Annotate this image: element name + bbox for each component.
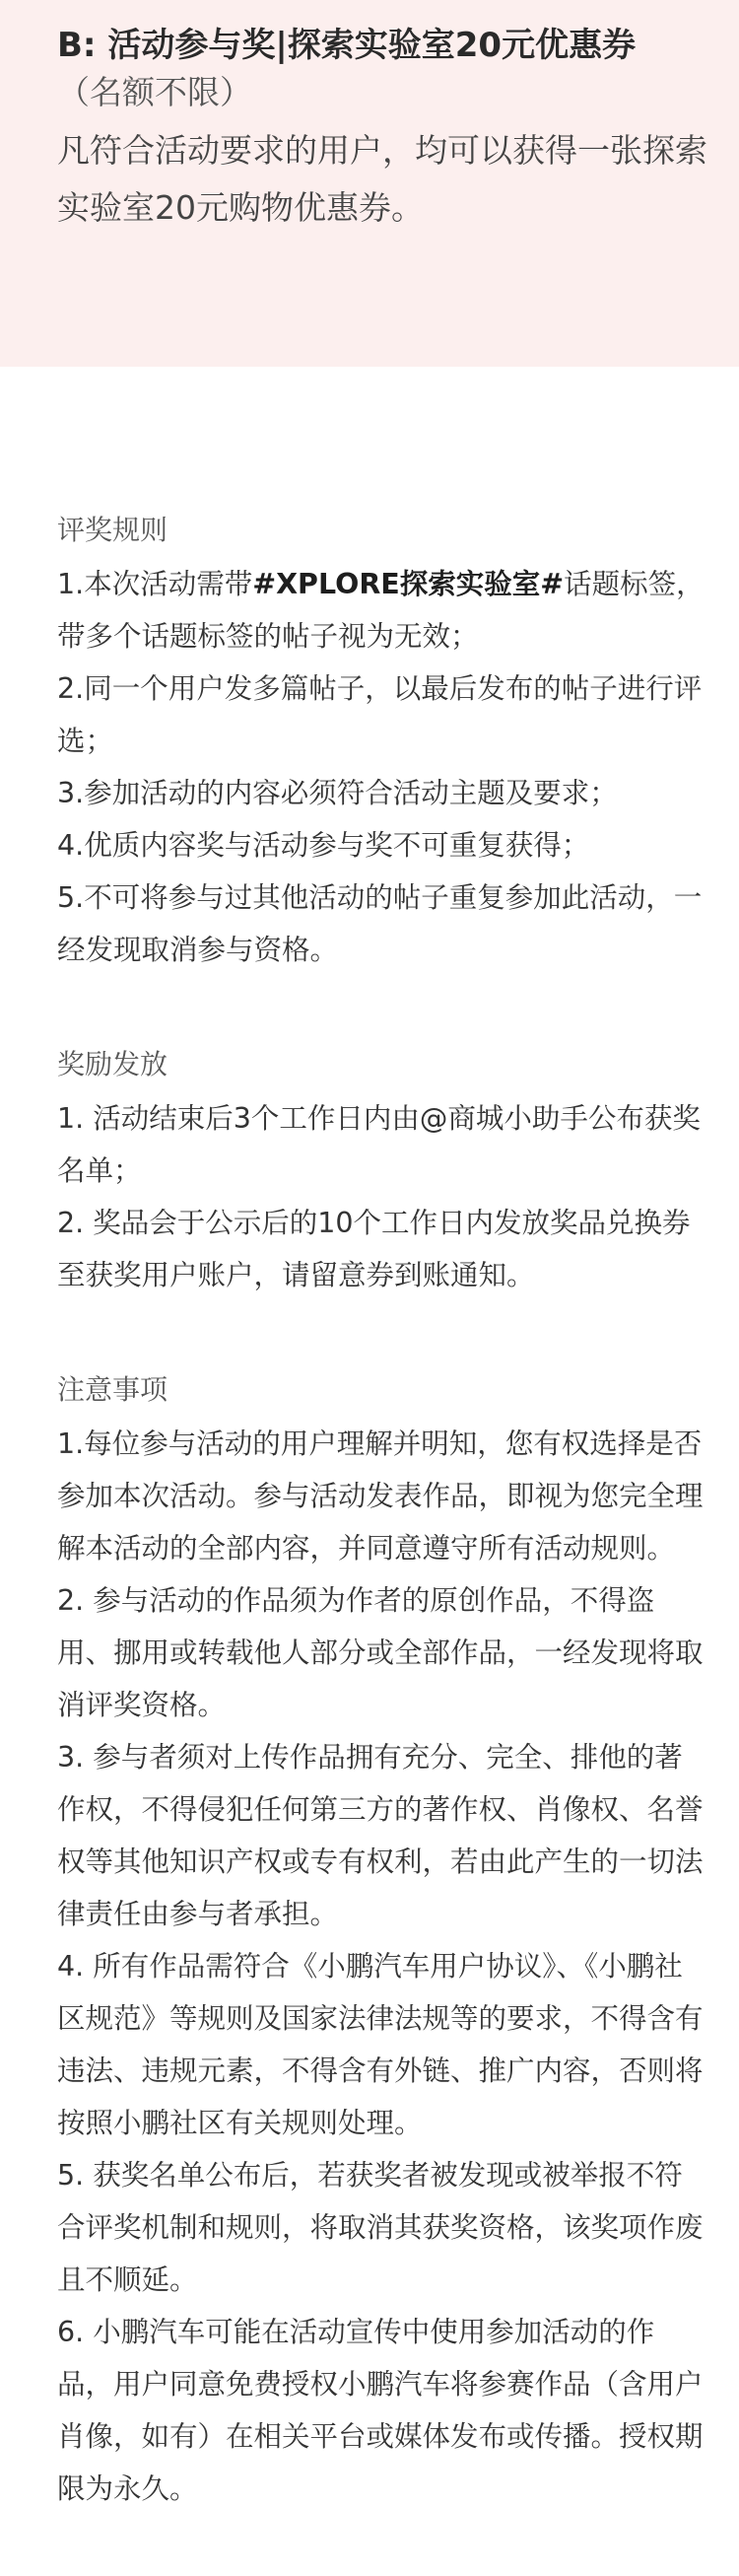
reward-item: 2. 奖品会于公示后的10个工作日内发放奖品兑换券至获奖用户账户，请留意券到账通知。 [57, 1207, 691, 1291]
note-item: 2. 参与活动的作品须为作者的原创作品，不得盗用、挪用或转载他人部分或全部作品，一经发现将取消评奖资格。 [57, 1584, 704, 1721]
rule-item: 3.参加活动的内容必须符合活动主题及要求； [57, 777, 618, 809]
rule-item-prefix: 1.本次活动需带 [57, 568, 253, 600]
note-item: 4. 所有作品需符合《小鹏汽车用户协议》、《小鹏社区规范》等规则及国家法律法规等的要求，不得含有违法、违规元素，不得含有外链、推广内容，否则将按照小鹏社区有关规则处理。 [57, 1950, 704, 2139]
rule-item [57, 558, 707, 662]
section-judging-rules [57, 503, 707, 976]
rule-item: 5.不可将参与过其他活动的帖子重复参加此活动，一经发现取消参与资格。 [57, 881, 703, 966]
promo-box [0, 0, 739, 367]
section-heading: 评奖规则 [57, 514, 168, 546]
hashtag: #XPLORE探索实验室# [252, 568, 565, 600]
note-item: 6. 小鹏汽车可能在活动宣传中使用参加活动的作品，用户同意免费授权小鹏汽车将参赛作品（含用户肖像，如有）在相关平台或媒体发布或传播。授权期限为永久。 [57, 2316, 704, 2505]
reward-item: 1. 活动结束后3个工作日内由@商城小助手公布获奖名单； [57, 1102, 701, 1187]
section-heading: 奖励发放 [57, 1048, 168, 1080]
section-reward-distribution [57, 1037, 707, 1301]
note-item: 3. 参与者须对上传作品拥有充分、完全、排他的著作权，不得侵犯任何第三方的著作权、肖像权、名誉权等其他知识产权或专有权利，若由此产生的一切法律责任由参与者承担。 [57, 1741, 704, 1930]
promo-title: B: 活动参与奖|探索实验室20元优惠券 [57, 26, 637, 65]
note-item: 5. 获奖名单公布后，若获奖者被发现或被举报不符合评奖机制和规则，将取消其获奖资格，该奖项作废且不顺延。 [57, 2159, 704, 2296]
note-item: 1.每位参与活动的用户理解并明知，您有权选择是否参加本次活动。参与活动发表作品，即视为您完全理解本活动的全部内容，并同意遵守所有活动规则。 [57, 1427, 704, 1565]
section-notes [57, 1362, 707, 2515]
section-heading: 注意事项 [57, 1373, 168, 1406]
promo-description: 凡符合活动要求的用户，均可以获得一张探索实验室20元购物优惠券。 [57, 131, 707, 227]
rule-item: 4.优质内容奖与活动参与奖不可重复获得； [57, 829, 590, 862]
rule-item: 2.同一个用户发多篇帖子，以最后发布的帖子进行评选； [57, 672, 703, 757]
promo-subtitle: （名额不限） [57, 73, 252, 111]
rules-content [57, 503, 707, 2576]
rule-item-suffix: 话题标签，带多个话题标签的帖子视为无效； [57, 568, 705, 653]
